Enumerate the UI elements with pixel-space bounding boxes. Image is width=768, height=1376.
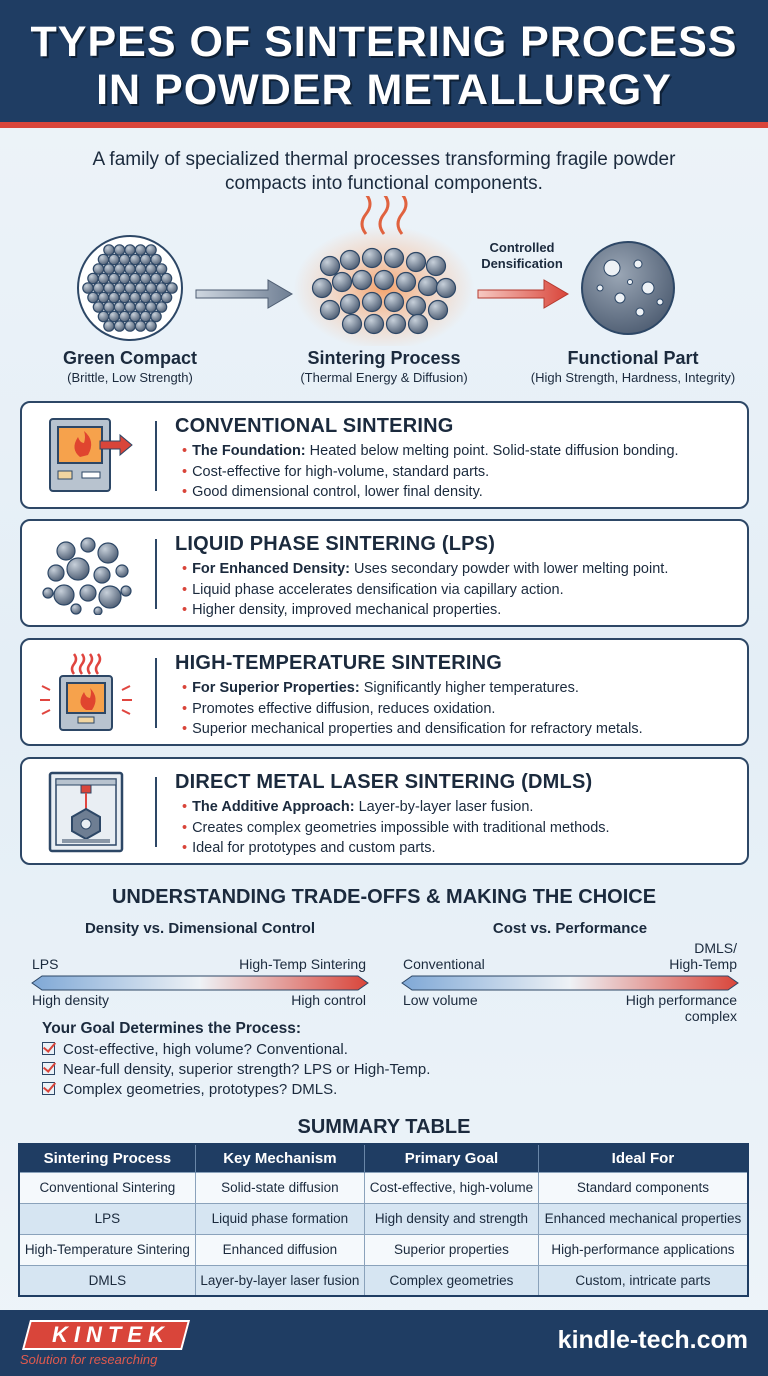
functional-part-icon (582, 242, 674, 334)
table-header: Ideal For (538, 1144, 748, 1172)
subtitle: A family of specialized thermal processes transforming fragile powder compacts into functional components. (92, 149, 676, 194)
logo-text: KINTEK (52, 1322, 170, 1347)
title-line-1: TYPES OF SINTERING PROCESS (30, 18, 738, 66)
bullet: • Creates complex geometries impossible with traditional methods. (182, 819, 610, 836)
scale-label: LPS (32, 956, 59, 972)
sintering-icon (294, 196, 474, 346)
particles-icon (36, 531, 136, 615)
card-conventional (20, 401, 749, 509)
cost-performance-scale (400, 974, 740, 992)
flow-arrow-2 (478, 280, 568, 308)
bullet: • The Foundation: Heated below melting point. Solid-state diffusion bonding. (182, 443, 679, 459)
stage-sub: (Brittle, Low Strength) (67, 370, 193, 385)
stage-label: Functional Part (567, 348, 699, 368)
scale-label: High-Temp Sintering (239, 956, 366, 972)
goal-item: Cost-effective, high volume? Conventional. (42, 1041, 348, 1058)
card-title: HIGH-TEMPERATURE SINTERING (175, 652, 503, 674)
stage-sub: (High Strength, Hardness, Integrity) (530, 370, 736, 385)
table-row: LPS Liquid phase formation High density and strength Enhanced mechanical properties (19, 1203, 748, 1234)
bullet: • Good dimensional control, lower final density. (182, 484, 483, 500)
table-row: Conventional Sintering Solid-state diffusion Cost-effective, high-volume Standard components (19, 1172, 748, 1203)
bullet: • For Superior Properties: Significantly higher temperatures. (182, 680, 579, 696)
scale-label: DMLS/ High-Temp (669, 940, 737, 972)
goal-item: Complex geometries, prototypes? DMLS. (42, 1081, 337, 1098)
bullet: • Superior mechanical properties and densification for refractory metals. (182, 721, 643, 737)
table-header: Primary Goal (365, 1144, 539, 1172)
bullet: • Cost-effective for high-volume, standard parts. (182, 463, 490, 480)
checkbox-icon (42, 1062, 55, 1075)
scale-label: High performance complex (625, 992, 737, 1024)
page-title (0, 18, 768, 114)
3d-printer-icon (36, 769, 136, 853)
stage-label: Sintering Process (307, 348, 461, 368)
scale-title: Cost vs. Performance (492, 920, 648, 937)
site-link[interactable]: kindle-tech.com (557, 1326, 748, 1354)
table-row: High-Temperature Sintering Enhanced diffusion Superior properties High-performance applications (19, 1234, 748, 1265)
card-title: CONVENTIONAL SINTERING (175, 415, 454, 437)
table-header: Sintering Process (19, 1144, 195, 1172)
bullet: • For Enhanced Density: Uses secondary powder with lower melting point. (182, 561, 669, 577)
card-title: LIQUID PHASE SINTERING (LPS) (175, 533, 496, 555)
table-row: DMLS Layer-by-layer laser fusion Complex geometries Custom, intricate parts (19, 1265, 748, 1296)
table-header: Key Mechanism (195, 1144, 364, 1172)
green-compact-icon (78, 236, 182, 340)
furnace-icon (36, 413, 136, 497)
stage-sub: (Thermal Energy & Diffusion) (300, 370, 468, 385)
bullet: • The Additive Approach: Layer-by-layer laser fusion. (182, 799, 534, 815)
scale-label: Conventional (403, 956, 485, 972)
hot-furnace-icon (36, 650, 136, 734)
density-control-scale (30, 974, 370, 992)
card-dmls (20, 757, 749, 865)
stage-label: Green Compact (62, 348, 198, 368)
bullet: • Ideal for prototypes and custom parts. (182, 840, 436, 856)
bullet: • Higher density, improved mechanical properties. (182, 602, 502, 618)
flow-arrow-1 (196, 280, 292, 308)
scale-label: High control (291, 992, 366, 1008)
card-title: DIRECT METAL LASER SINTERING (DMLS) (175, 771, 593, 793)
summary-title: SUMMARY TABLE (297, 1116, 471, 1138)
scale-label: Low volume (403, 992, 478, 1008)
arrow-label: Controlled Densification (481, 240, 563, 271)
scale-title: Density vs. Dimensional Control (84, 920, 316, 937)
bullet: • Liquid phase accelerates densification via capillary action. (182, 581, 564, 598)
checkbox-icon (42, 1082, 55, 1095)
goal-item: Near-full density, superior strength? LPS or High-Temp. (42, 1061, 430, 1078)
logo-tagline: Solution for researching (20, 1352, 158, 1367)
title-line-2: IN POWDER METALLURGY (96, 66, 672, 114)
tradeoffs-title: UNDERSTANDING TRADE-OFFS & MAKING THE CHOICE (111, 886, 657, 908)
scale-label: High density (32, 992, 110, 1008)
card-high-temp (20, 638, 749, 746)
goal-heading: Your Goal Determines the Process: (42, 1020, 301, 1037)
card-lps (20, 519, 749, 627)
checkbox-icon (42, 1042, 55, 1055)
summary-table (18, 1143, 749, 1297)
process-flow-diagram (0, 196, 768, 346)
bullet: • Promotes effective diffusion, reduces oxidation. (182, 700, 496, 717)
